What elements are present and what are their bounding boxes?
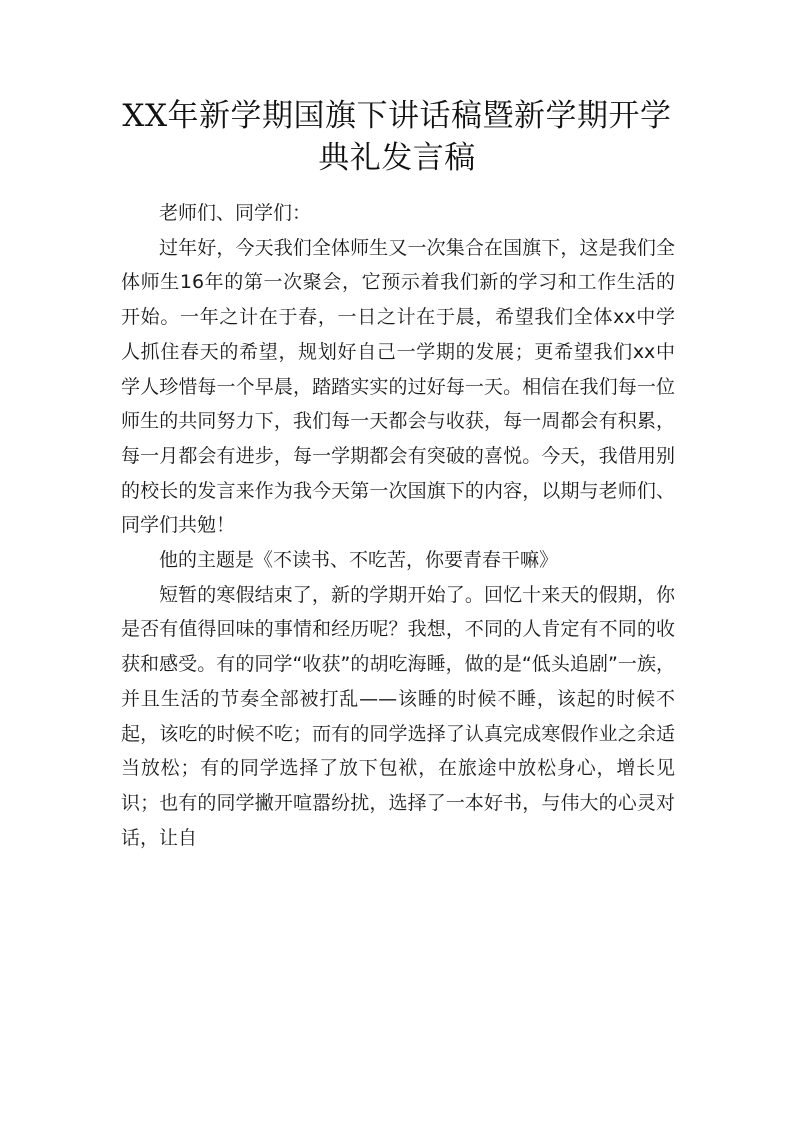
salutation-paragraph: 老师们、同学们： xyxy=(159,202,312,224)
document-title: XX年新学期国旗下讲话稿暨新学期开学典礼发言稿 xyxy=(122,98,672,176)
opening-paragraph: 过年好，今天我们全体师生又一次集合在国旗下，这是我们全体师生16年的第一次聚会，它预示着我们新的学习和工作生活的开始。一年之计在于春，一日之计在于晨，希望我们全体xx中学人抓住春天的希望，规划好自己一学期的发展；更希望我们xx中学人珍惜每一个早晨，踏踏实实的过好每一天。相信在我们每一位师生的共同努力下，我们每一天都会与收获，每一周都会有积累，每一月都会有进步，每一学期都会有突破的喜悦。今天，我借用别的校长的发言来作为我今天第一次国旗下的内容，以期与老师们、同学们共勉！ xyxy=(121,236,675,537)
document-body xyxy=(121,196,675,855)
theme-paragraph: 他的主题是《不读书、不吃苦，你要青春干嘛》 xyxy=(159,549,559,572)
speech-paragraph: 短暂的寒假结束了，新的学期开始了。回忆十来天的假期，你是否有值得回味的事情和经历呢？我想，不同的人肯定有不同的收获和感受。有的同学“收获”的胡吃海睡，做的是“低头追剧”一族，并且生活的节奏全部被打乱——该睡的时候不睡，该起的时候不起，该吃的时候不吃；而有的同学选择了认真完成寒假作业之余适当放松；有的同学选择了放下包袱，在旅途中放松身心，增长见识；也有的同学撇开喧嚣纷扰，选择了一本好书，与伟大的心灵对话，让自 xyxy=(121,583,675,849)
